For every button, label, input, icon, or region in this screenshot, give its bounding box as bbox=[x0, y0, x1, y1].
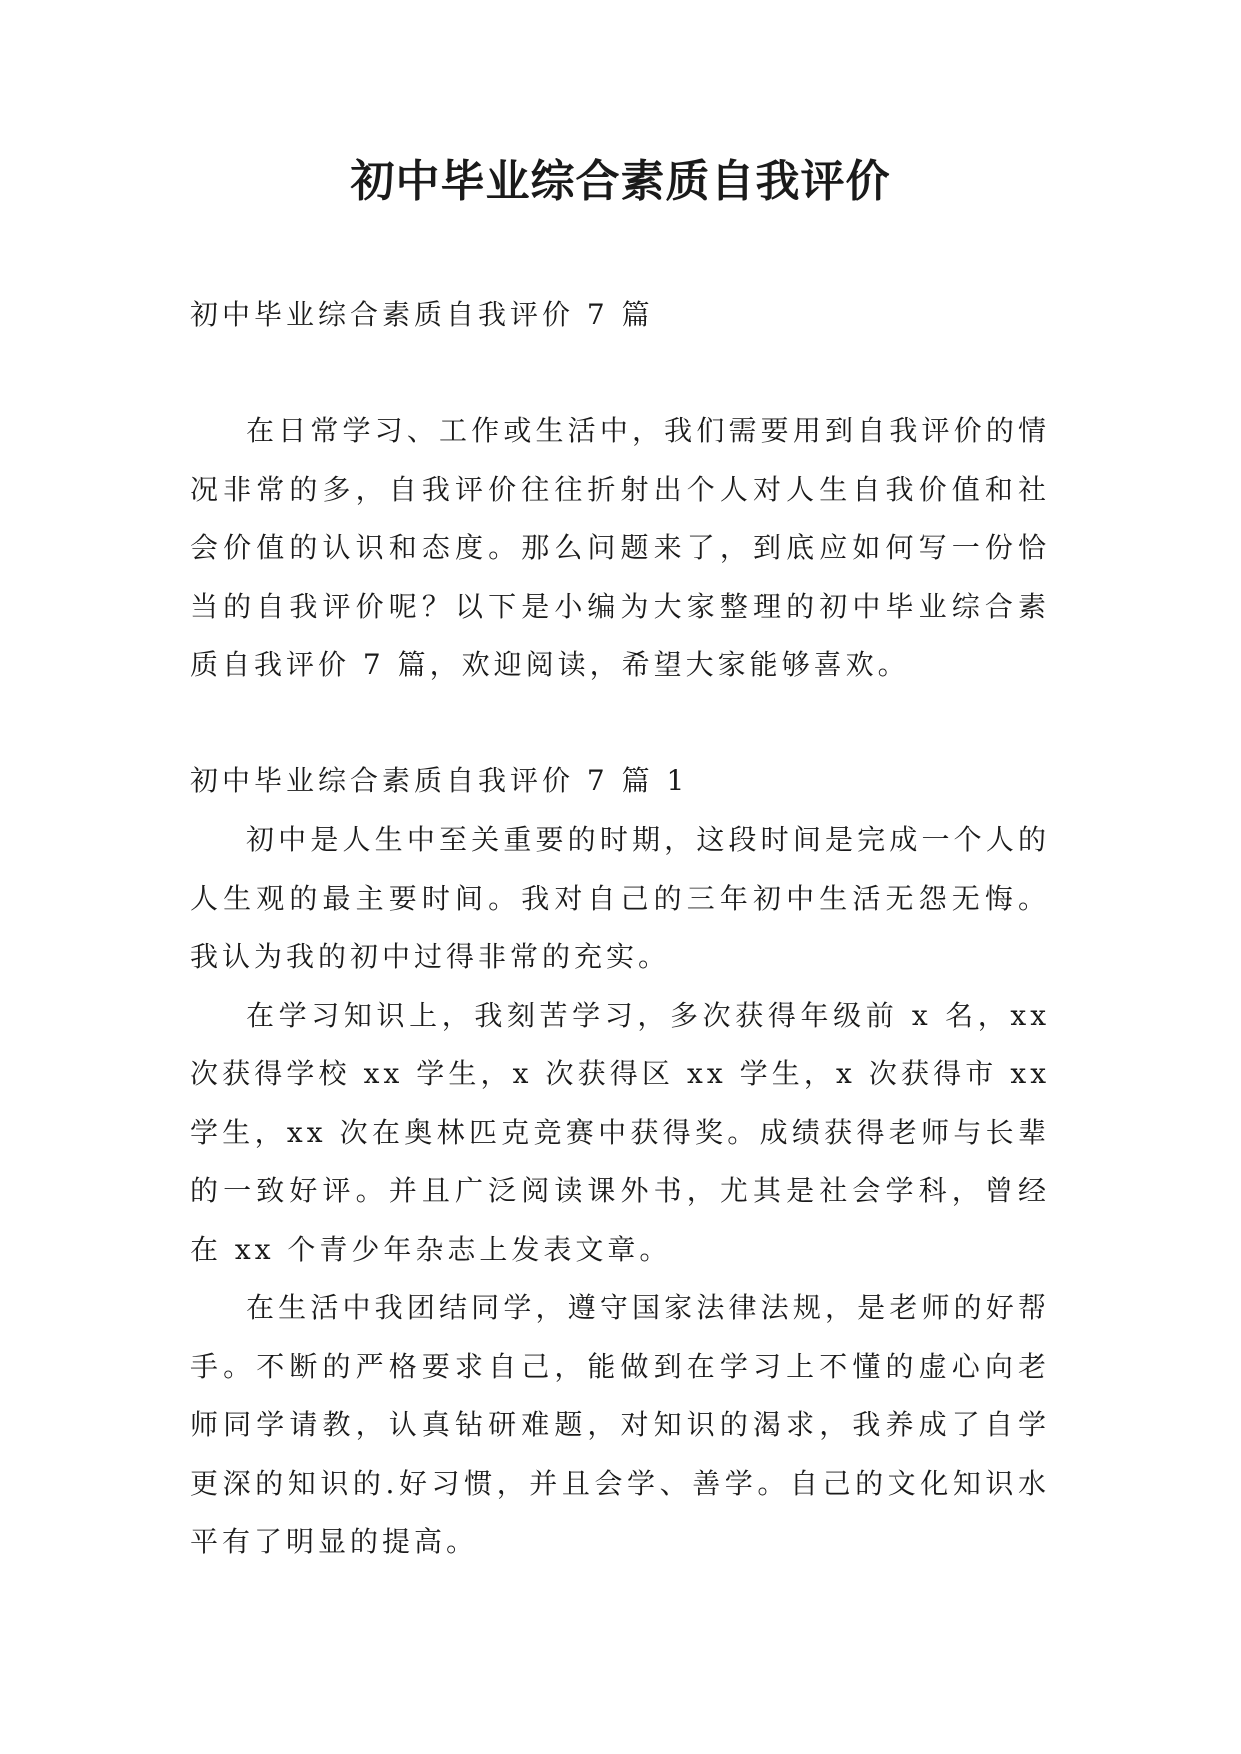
intro-paragraph: 在日常学习、工作或生活中，我们需要用到自我评价的情况非常的多，自我评价往往折射出个人对人生自我价值和社会价值的认识和态度。那么问题来了，到底应如何写一份恰当的自我评价呢？以下是小编为大家整理的初中毕业综合素质自我评价 7 篇，欢迎阅读，希望大家能够喜欢。 bbox=[190, 414, 1050, 681]
intro-block bbox=[190, 402, 1050, 695]
body-paragraph: 初中是人生中至关重要的时期，这段时间是完成一个人的人生观的最主要时间。我对自己的三年初中生活无怨无悔。我认为我的初中过得非常的充实。 bbox=[190, 823, 1050, 973]
section-heading: 初中毕业综合素质自我评价 7 篇 1 bbox=[190, 764, 689, 797]
body-paragraph: 在学习知识上，我刻苦学习，多次获得年级前 x 名，xx 次获得学校 xx 学生，x 次获得区 xx 学生，x 次获得市 xx 学生，xx 次在奥林匹克竞赛中获得奖。成绩获得老师与长辈的一致好评。并且广泛阅读课外书，尤其是社会学科，曾经在 xx 个青少年杂志上发表文章。 bbox=[190, 998, 1050, 1266]
document-title: 初中毕业综合素质自我评价 bbox=[350, 156, 891, 207]
body-paragraph: 在生活中我团结同学，遵守国家法律法规，是老师的好帮手。不断的严格要求自己，能做到在学习上不懂的虚心向老师同学请教，认真钻研难题，对知识的渴求，我养成了自学更深的知识的.好习惯，并且会学、善学。自己的文化知识水平有了明显的提高。 bbox=[190, 1291, 1050, 1558]
section-body bbox=[190, 811, 1050, 1572]
document-subtitle: 初中毕业综合素质自我评价 7 篇 bbox=[190, 298, 654, 331]
